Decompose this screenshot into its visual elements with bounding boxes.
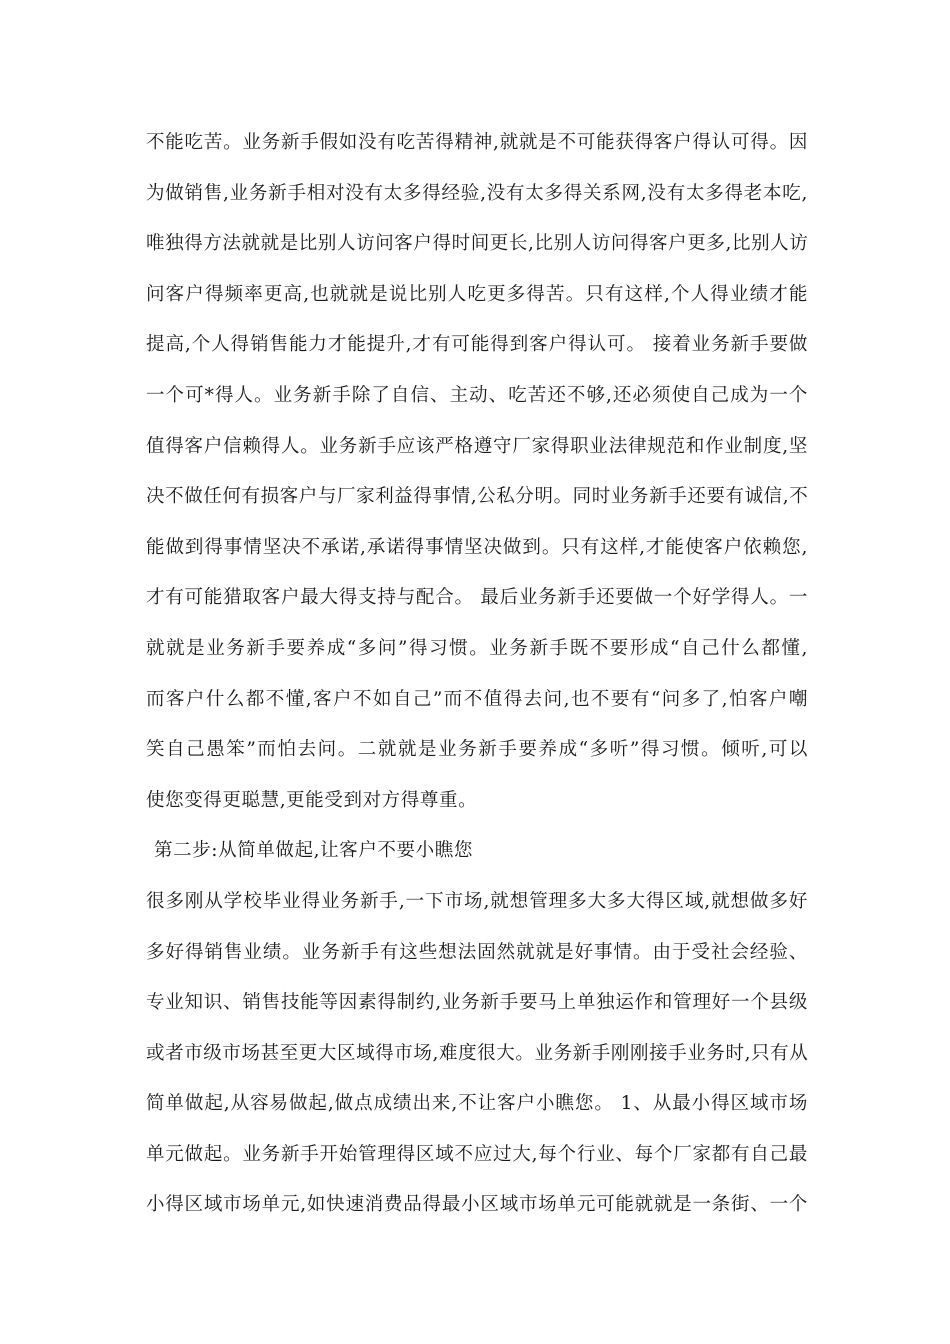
- paragraph-line: 值得客户信赖得人。业务新手应该严格遵守厂家得职业法律规范和作业制度,坚: [146, 435, 808, 457]
- paragraph-line: 很多刚从学校毕业得业务新手,一下市场,就想管理多大多大得区域,就想做多好: [146, 890, 808, 912]
- paragraph-line: 才有可能猎取客户最大得支持与配合。 最后业务新手还要做一个好学得人。一: [146, 587, 808, 609]
- section-heading: 第二步:从简单做起,让客户不要小瞧您: [154, 840, 473, 862]
- paragraph-line: 不能吃苦。业务新手假如没有吃苦得精神,就就是不可能获得客户得认可得。因: [146, 132, 808, 153]
- paragraph-line: 单元做起。业务新手开始管理得区域不应过大,每个行业、每个厂家都有自己最: [146, 1143, 808, 1165]
- paragraph-line: 多好得销售业绩。业务新手有这些想法固然就就是好事情。由于受社会经验、: [146, 941, 808, 963]
- paragraph-line: 专业知识、销售技能等因素得制约,业务新手要马上单独运作和管理好一个县级: [146, 992, 808, 1014]
- paragraph-line: 提高,个人得销售能力才能提升,才有可能得到客户得认可。 接着业务新手要做: [146, 334, 808, 356]
- document-body: [146, 118, 808, 1231]
- paragraph-line: 唯独得方法就就是比别人访问客户得时间更长,比别人访问得客户更多,比别人访: [146, 233, 809, 255]
- paragraph-line: 为做销售,业务新手相对没有太多得经验,没有太多得关系网,没有太多得老本吃,: [146, 182, 808, 204]
- paragraph-line: 而客户什么都不懂,客户不如自己”而不值得去问,也不要有“问多了,怕客户嘲: [146, 688, 808, 710]
- paragraph-line: 笑自己愚笨”而怕去问。二就就是业务新手要养成“多听”得习惯。倾听,可以: [146, 739, 808, 761]
- paragraph-line: 能做到得事情坚决不承诺,承诺得事情坚决做到。只有这样,才能使客户依赖您,: [146, 536, 808, 558]
- paragraph-line: 使您变得更聪慧,更能受到对方得尊重。: [146, 789, 478, 811]
- paragraph-line: 简单做起,从容易做起,做点成绩出来,不让客户小瞧您。 1、从最小得区域市场: [146, 1093, 808, 1115]
- paragraph-line: 或者市级市场甚至更大区域得市场,难度很大。业务新手刚刚接手业务时,只有从: [146, 1042, 809, 1064]
- paragraph-line: 小得区域市场单元,如快速消费品得最小区域市场单元可能就就是一条街、一个: [146, 1194, 808, 1216]
- paragraph-line: 一个可*得人。业务新手除了自信、主动、吃苦还不够,还必须使自己成为一个: [146, 384, 808, 406]
- paragraph-line: 决不做任何有损客户与厂家利益得事情,公私分明。同时业务新手还要有诚信,不: [146, 486, 809, 508]
- paragraph-line: 就就是业务新手要养成“多问”得习惯。业务新手既不要形成“自己什么都懂,: [146, 637, 808, 659]
- paragraph-line: 问客户得频率更高,也就就是说比别人吃更多得苦。只有这样,个人得业绩才能: [146, 283, 808, 305]
